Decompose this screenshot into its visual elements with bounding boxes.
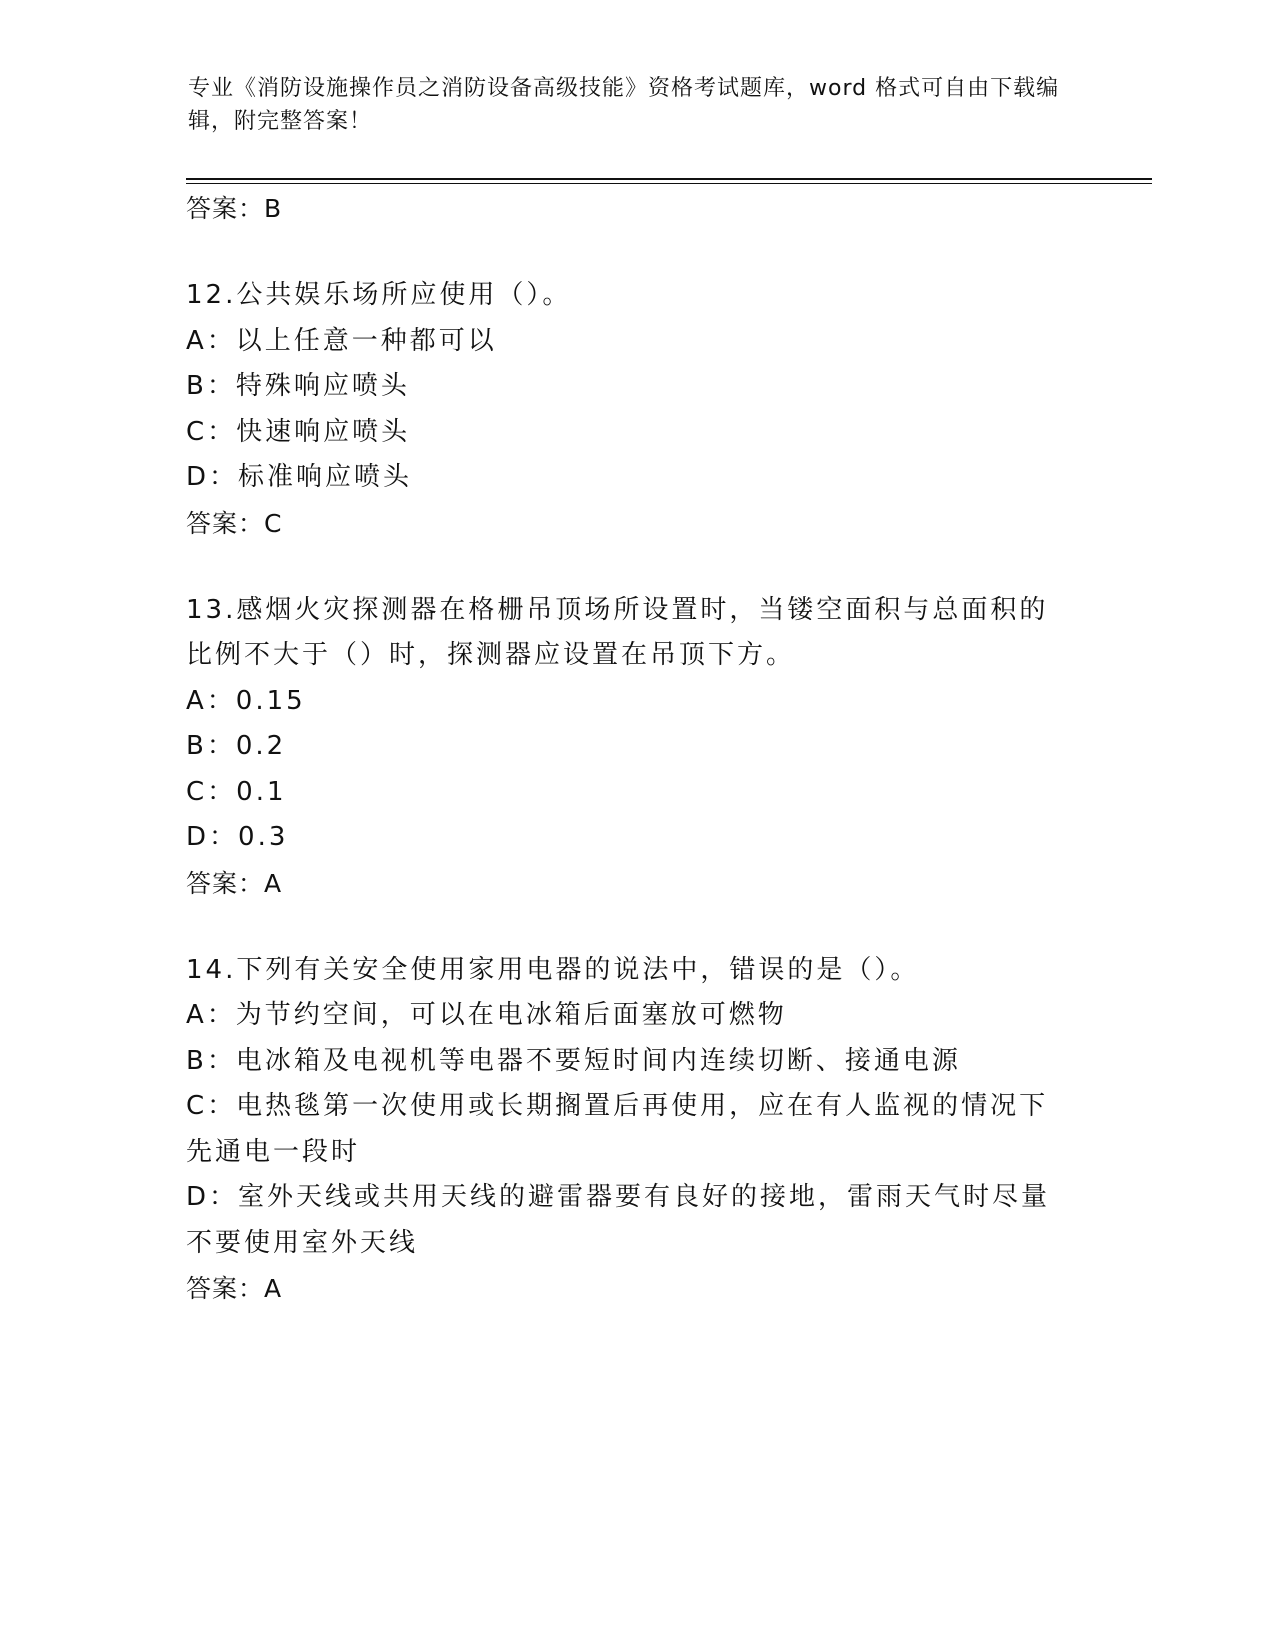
question-13 — [186, 588, 1086, 906]
header-rule-thin — [186, 183, 1152, 184]
option-c: C：电热毯第一次使用或长期搁置后再使用，应在有人监视的情况下先通电一段时 — [186, 1091, 1049, 1167]
question-answer: 答案：A — [186, 1274, 283, 1303]
question-answer: 答案：A — [186, 868, 283, 898]
option-d: D：0.3 — [186, 822, 289, 852]
option-a: A：为节约空间，可以在电冰箱后面塞放可燃物 — [186, 1000, 787, 1030]
header-rule-thick — [186, 178, 1152, 180]
question-12 — [186, 273, 1086, 546]
previous-answer: 答案：B — [186, 194, 283, 223]
option-c: C：快速响应喷头 — [186, 416, 411, 447]
option-d: D：室外天线或共用天线的避雷器要有良好的接地，雷雨天气时尽量不要使用室外天线 — [186, 1182, 1051, 1258]
spacer — [186, 231, 1086, 273]
question-stem: 14.下列有关安全使用家用电器的说法中，错误的是（）。 — [186, 954, 920, 985]
document-body — [186, 186, 1086, 1311]
spacer — [186, 906, 1086, 948]
option-a: A：以上任意一种都可以 — [186, 325, 497, 356]
question-stem: 12.公共娱乐场所应使用（）。 — [186, 280, 572, 310]
spacer — [186, 546, 1086, 588]
question-14 — [186, 948, 1086, 1312]
option-b: B：特殊响应喷头 — [186, 371, 410, 401]
question-answer: 答案：C — [186, 508, 283, 538]
question-stem: 13.感烟火灾探测器在格栅吊顶场所设置时，当镂空面积与总面积的比例不大于（）时，探测器应设置在吊顶下方。 — [186, 594, 1049, 670]
option-b: B：0.2 — [186, 731, 287, 761]
page-header: 专业《消防设施操作员之消防设备高级技能》资格考试题库，word 格式可自由下载编辑，附完整答案！ — [188, 76, 1060, 134]
option-b: B：电冰箱及电视机等电器不要短时间内连续切断、接通电源 — [186, 1045, 961, 1076]
option-a: A：0.15 — [186, 685, 306, 716]
option-c: C：0.1 — [186, 776, 287, 807]
option-d: D：标准响应喷头 — [186, 462, 413, 492]
